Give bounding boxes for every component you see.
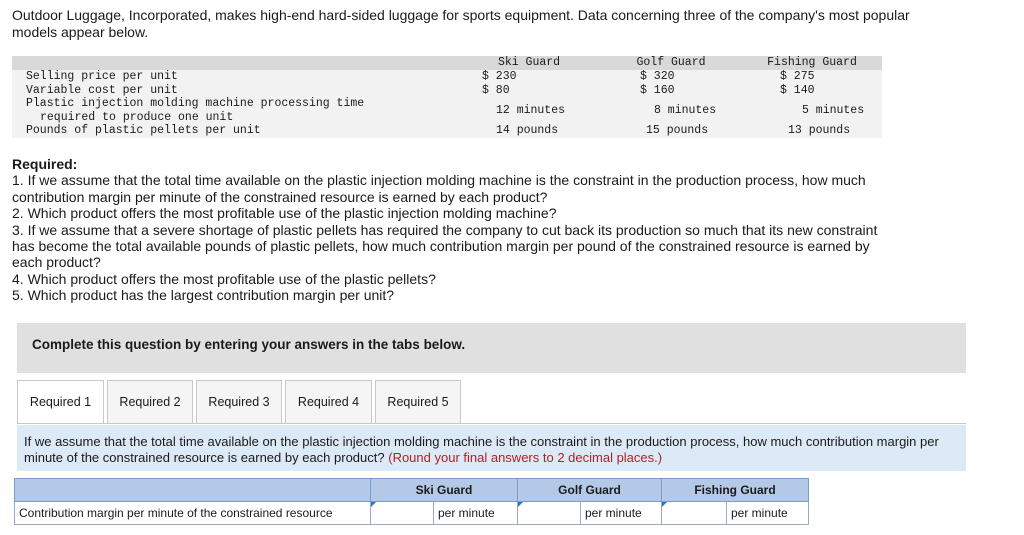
cell-value: $ 230 (458, 70, 600, 84)
ski-answer-cell (371, 502, 434, 525)
input-flag-icon (662, 502, 667, 507)
data-table-header (12, 56, 882, 70)
cell-value: $ 140 (742, 84, 882, 98)
col-header-golf: Golf Guard (600, 56, 742, 70)
col-header-fishing: Fishing Guard (742, 56, 882, 70)
table-row (12, 70, 882, 84)
cell-value: $ 320 (600, 70, 742, 84)
row-label: Plastic injection molding machine processing time (26, 97, 365, 110)
required-item-5: 5. Which product has the largest contribution margin per unit? (12, 287, 395, 304)
tab-required-3[interactable]: Required 3 (196, 380, 282, 423)
fishing-guard-input[interactable] (662, 503, 726, 523)
cell-value: $ 160 (600, 84, 742, 98)
cell-value: 8 minutes (600, 97, 742, 124)
cell-value: 5 minutes (742, 97, 882, 124)
table-row (12, 84, 882, 98)
product-data-table (12, 56, 882, 138)
row-label: Selling price per unit (12, 70, 458, 84)
required-item-1: 1. If we assume that the total time available on the plastic injection molding machine is the constraint in the production process, how much contribution margin per minute of the constrained resource is earned by each product? (12, 172, 866, 205)
tab-required-2[interactable]: Required 2 (107, 380, 193, 423)
unit-label: per minute (581, 502, 662, 525)
input-flag-icon (371, 502, 376, 507)
required-section (12, 156, 892, 304)
cell-value: $ 275 (742, 70, 882, 84)
row-label-cont: required to produce one unit (40, 110, 234, 124)
cell-value: $ 80 (458, 84, 600, 98)
row-label: Variable cost per unit (12, 84, 458, 98)
ski-guard-input[interactable] (371, 503, 433, 523)
answer-table-header (15, 479, 809, 502)
tab-divider (17, 423, 966, 424)
complete-prompt-banner (17, 323, 966, 373)
required-tabs (17, 380, 461, 424)
required-item-4: 4. Which product offers the most profitable use of the plastic pellets? (12, 270, 436, 287)
cell-value: 12 minutes (458, 97, 600, 124)
required-heading: Required: (12, 156, 78, 172)
input-flag-icon (518, 502, 523, 507)
complete-prompt-text: Complete this question by entering your answers in the tabs below. (32, 337, 466, 352)
answer-col-ski: Ski Guard (371, 479, 518, 502)
required-item-3: 3. If we assume that a severe shortage of plastic pellets has required the company to cut back its production so much that its new constraint has become the total available pounds of plastic pellets, how much contribution margin per pound of the constrained resource is earned by each product? (12, 221, 878, 271)
cell-value: 13 pounds (742, 124, 882, 138)
cell-value: 14 pounds (458, 124, 600, 138)
golf-answer-cell (518, 502, 581, 525)
tab-required-1[interactable]: Required 1 (17, 380, 104, 423)
col-header-ski: Ski Guard (458, 56, 600, 70)
required-item-2: 2. Which product offers the most profitable use of the plastic injection molding machine? (12, 205, 557, 222)
cell-value: 15 pounds (600, 124, 742, 138)
rounding-hint: (Round your final answers to 2 decimal places.) (388, 450, 663, 465)
answer-col-golf: Golf Guard (518, 479, 662, 502)
intro-text: Outdoor Luggage, Incorporated, makes high-end hard-sided luggage for sports equipment. Data concerning three of the company's most popular models appear below. (12, 7, 910, 40)
table-row (12, 97, 882, 124)
table-row (12, 124, 882, 138)
tab-required-5[interactable]: Required 5 (375, 380, 461, 423)
question-box (17, 425, 966, 471)
row-label: Pounds of plastic pellets per unit (12, 124, 458, 138)
tab-required-4[interactable]: Required 4 (285, 380, 372, 423)
answer-col-fishing: Fishing Guard (662, 479, 809, 502)
unit-label: per minute (434, 502, 518, 525)
golf-guard-input[interactable] (518, 503, 580, 523)
question-text: If we assume that the total time available on the plastic injection molding machine is the constraint in the production process, how much contribution margin per minute of the constrained resource is earned by each product? (24, 434, 939, 465)
answer-row (15, 502, 809, 525)
unit-label: per minute (727, 502, 809, 525)
answer-table (14, 478, 809, 525)
answer-row-label: Contribution margin per minute of the constrained resource (15, 502, 371, 525)
fishing-answer-cell (662, 502, 727, 525)
